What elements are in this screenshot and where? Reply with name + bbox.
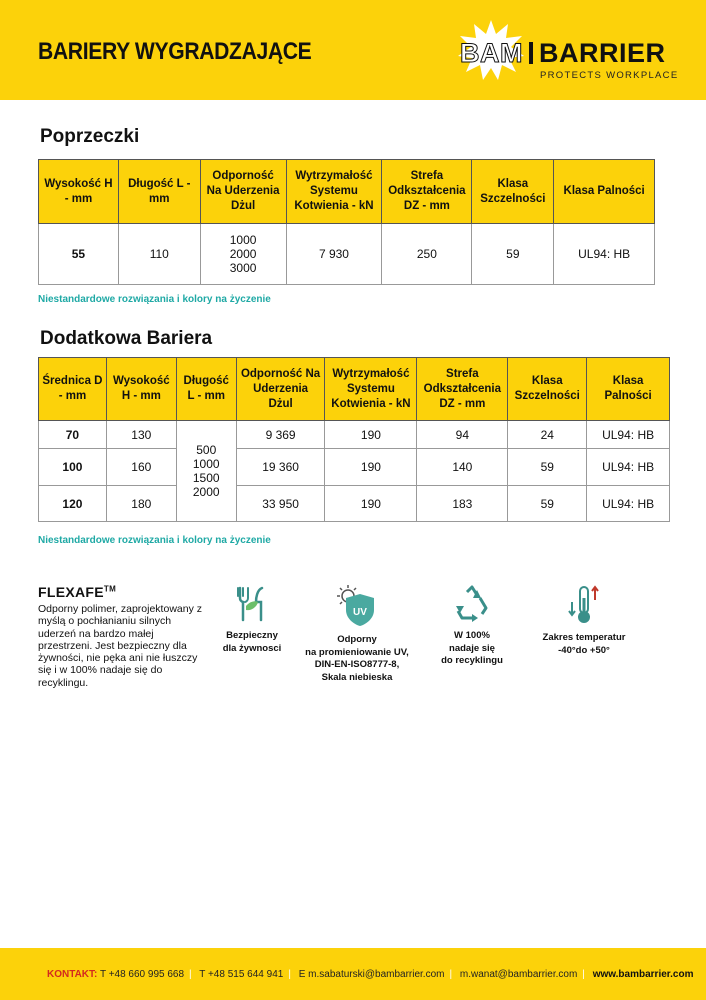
table-cell: 59: [472, 224, 554, 285]
col-header: Klasa Palności: [587, 358, 670, 421]
table-cell: 140: [417, 449, 508, 486]
table-cell: 180: [106, 486, 176, 522]
uv-shield-icon: [336, 584, 378, 628]
table-cell: 250: [382, 224, 472, 285]
col-header: Odporność Na Uderzenia Dżul: [236, 358, 325, 421]
feature-caption: W 100% nadaje się do recyklingu: [441, 630, 503, 666]
feature-uv-resistant: [305, 584, 409, 684]
table-cell: 190: [325, 421, 417, 449]
table-cell: 120: [39, 486, 107, 522]
table-cell: UL94: HB: [587, 421, 670, 449]
email-2[interactable]: m.wanat@bambarrier.com: [459, 969, 578, 980]
table-cell: 9 369: [236, 421, 325, 449]
col-header: Wysokość H - mm: [39, 160, 119, 224]
table-cell: UL94: HB: [587, 449, 670, 486]
table-cell: 110: [118, 224, 200, 285]
col-header: Wytrzymałość Systemu Kotwienia - kN: [325, 358, 417, 421]
phone-1[interactable]: T +48 660 995 668: [99, 969, 185, 980]
logo-tagline: PROTECTS WORKPLACE: [540, 70, 679, 81]
feature-caption: Odporny na promieniowanie UV, DIN-EN-ISO8777-8, Skala niebieska: [305, 634, 409, 683]
table-cell: 59: [508, 449, 587, 486]
table-cell-lengths: 500 1000 1500 2000: [176, 421, 236, 522]
table-cell: 55: [39, 224, 119, 285]
col-header: Długość L - mm: [118, 160, 200, 224]
col-header: Strefa Odkształcenia DZ - mm: [417, 358, 508, 421]
col-header: Wysokość H - mm: [106, 358, 176, 421]
table-row: [39, 421, 670, 449]
custom-note: Niestandardowe rozwiązania i kolory na życzenie: [38, 535, 271, 546]
table-cell: UL94: HB: [587, 486, 670, 522]
table-cell: 33 950: [236, 486, 325, 522]
table-cell: 70: [39, 421, 107, 449]
section-title-dodatkowa-bariera: Dodatkowa Bariera: [40, 328, 213, 349]
col-header: Klasa Szczelności: [472, 160, 554, 224]
logo-barrier-text: BARRIER: [539, 38, 666, 68]
table-header-row: [39, 358, 670, 421]
col-header: Średnica D - mm: [39, 358, 107, 421]
table-cell: 183: [417, 486, 508, 522]
table-row: [39, 224, 655, 285]
feature-caption: Zakres temperatur -40°do +50°: [542, 632, 626, 656]
section-title-poprzeczki: Poprzeczki: [40, 126, 140, 147]
email-1[interactable]: E m.sabaturski@bambarrier.com: [298, 969, 445, 980]
bam-barrier-logo: [456, 18, 679, 82]
flexafe-description: Odporny polimer, zaprojektowany z myślą o pochłanianiu silnych uderzeń na bardzo małej przestrzeni. Jest bezpieczny dla żywności, nie pęka ani nie łuszczy się i w 100% nadaje się do recyklingu.: [38, 603, 202, 689]
phone-2[interactable]: T +48 515 644 941: [199, 969, 284, 980]
feature-recyclable: [420, 584, 524, 668]
table-cell: 160: [106, 449, 176, 486]
table-cell: 190: [325, 449, 417, 486]
col-header: Klasa Szczelności: [508, 358, 587, 421]
flexafe-title: [38, 584, 116, 600]
logo-separator: [529, 42, 533, 64]
website-link[interactable]: www.bambarrier.com: [592, 969, 694, 980]
col-header: Strefa Odkształcenia DZ - mm: [382, 160, 472, 224]
table-row: [39, 449, 670, 486]
col-header: Długość L - mm: [176, 358, 236, 421]
table-cell: UL94: HB: [554, 224, 655, 285]
flexafe-name: FLEXAFE: [38, 584, 104, 600]
table-cell: 24: [508, 421, 587, 449]
table-row: [39, 486, 670, 522]
table-cell: 94: [417, 421, 508, 449]
thermometer-icon: [564, 584, 604, 626]
uv-badge-text: UV: [353, 607, 367, 618]
recycling-icon: [452, 584, 492, 624]
dodatkowa-bariera-table: [38, 357, 670, 522]
poprzeczki-table: [38, 159, 655, 285]
table-cell: 190: [325, 486, 417, 522]
table-header-row: [39, 160, 655, 224]
contact-label: KONTAKT:: [47, 969, 98, 980]
feature-caption: Bezpieczny dla żywnosci: [222, 630, 282, 654]
table-cell: 1000 2000 3000: [200, 224, 286, 285]
page-header: [0, 0, 706, 100]
contact-line: KONTAKT: T +48 660 995 668 | T +48 515 644 941 | E m.sabaturski@bambarrier.com | m.wanat@bambarrier.com | www.bambarrier.com: [47, 969, 694, 980]
table-cell: 100: [39, 449, 107, 486]
feature-food-safe: [200, 584, 304, 655]
table-cell: 59: [508, 486, 587, 522]
col-header: Wytrzymałość Systemu Kotwienia - kN: [286, 160, 382, 224]
table-cell: 130: [106, 421, 176, 449]
logo-bam-text: BAM: [460, 38, 523, 68]
page-footer: [0, 948, 706, 1000]
custom-note: Niestandardowe rozwiązania i kolory na życzenie: [38, 294, 271, 305]
col-header: Klasa Palności: [554, 160, 655, 224]
feature-temperature: [532, 584, 636, 657]
trademark-mark: TM: [103, 584, 117, 594]
table-cell: 19 360: [236, 449, 325, 486]
table-cell: 7 930: [286, 224, 382, 285]
col-header: Odporność Na Uderzenia Dżul: [200, 160, 286, 224]
page-title: BARIERY WYGRADZAJĄCE: [38, 38, 312, 65]
food-safe-icon: [232, 584, 272, 624]
